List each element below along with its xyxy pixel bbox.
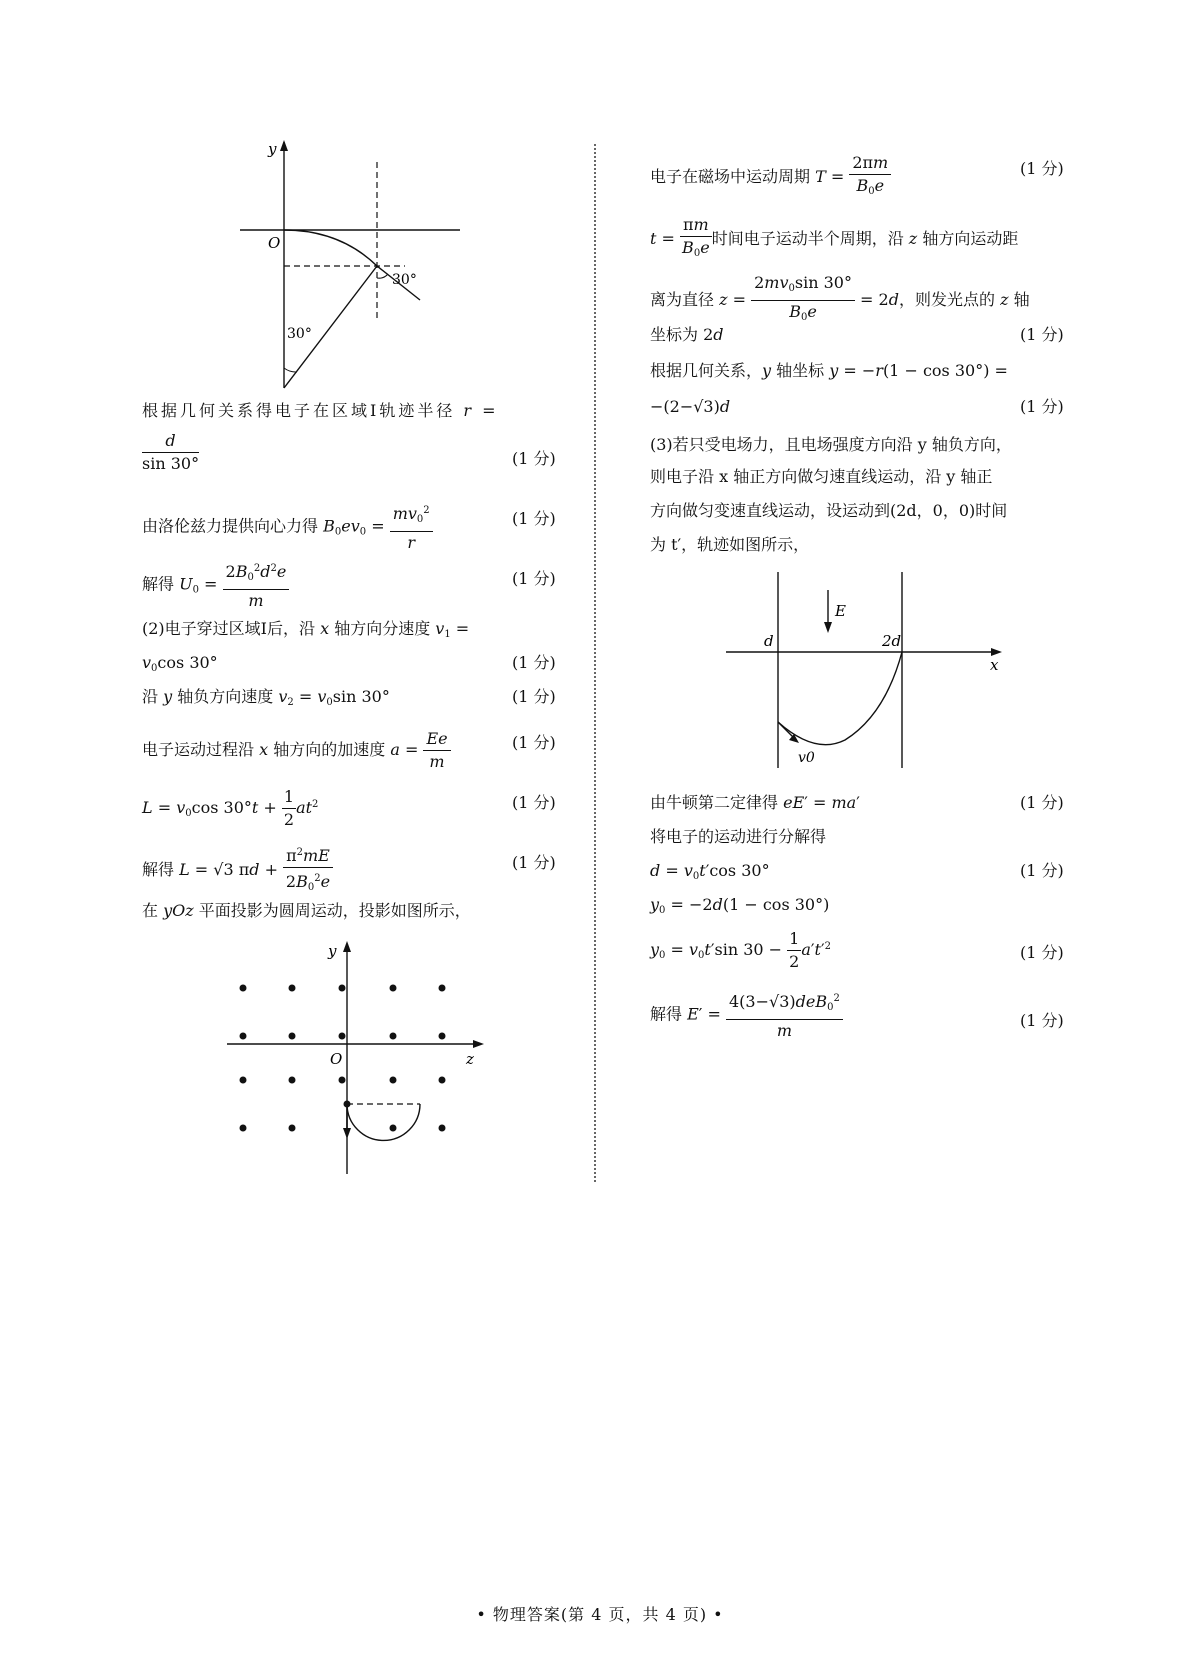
fig2-z-label: z [466, 1050, 474, 1068]
left-line-1: 根据几何关系得电子在区域Ⅰ轨迹半径 r = [142, 401, 499, 420]
fig1-angle-right: 30° [392, 272, 417, 288]
right-score-11: (1 分) [1020, 793, 1064, 812]
right-score-6: (1 分) [1020, 397, 1064, 416]
left-line-8: 电子运动过程沿 x 轴方向的加速度 a = $\frac{Ee}{m}$ [142, 728, 451, 773]
fig3-x-label: x [990, 656, 999, 674]
right-score-4: (1 分) [1020, 325, 1064, 344]
left-score-8: (1 分) [512, 733, 556, 752]
left-score-3: (1 分) [512, 509, 556, 528]
magnetic-field-dots [240, 985, 446, 1132]
right-line-11: 由牛顿第二定律得 eE′ = ma′ [650, 793, 860, 812]
fig3-E-label: E [835, 602, 846, 620]
right-line-9: 方向做匀变速直线运动，设运动到(2d，0，0)时间 [650, 501, 1008, 520]
figure-electric-field-trajectory [720, 570, 1010, 784]
right-line-13: $d = v_0t'\cos$ 30° [650, 861, 770, 882]
right-line-15: $y_0 = v_0t'\sin$ 30 − $\frac{1}{2}$ $a't'^2$ [650, 929, 831, 971]
left-line-7: 沿 y 轴负方向速度 $v_2 = v_0\sin$ 30° [142, 687, 390, 708]
left-line-3: 由洛伦兹力提供向心力得 $B_0ev_0$ = $\frac{mv_0^2}{r}$ [142, 500, 433, 554]
left-line-10: 解得 L = √3 πd + $\frac{\pi^2mE}{2B_0^2e}$ [142, 842, 333, 899]
left-line-2: $\frac{d}{\sin 30^\circ}$ [142, 431, 200, 473]
right-line-1: 电子在磁场中运动周期 T = $\frac{2\pi m}{B_0e}$ [650, 152, 891, 203]
fig2-y-label: y [328, 942, 337, 960]
right-line-6: −(2−√3)d [650, 397, 731, 416]
right-line-16: 解得 E′ = 4(3−√3)deB$_0^2$ m [650, 988, 843, 1042]
right-line-4: 坐标为 2d [650, 325, 724, 344]
right-line-3: 离为直径 z = $\frac{2mv_0\sin 30^\circ}{B_0e}$ = 2d，则发光点的 z 轴 [650, 273, 1030, 323]
left-score-10: (1 分) [512, 853, 556, 872]
left-line-4: 解得 $U_0$ = $\frac{2B_0^2d^2e}{m}$ [142, 558, 289, 612]
fig1-origin-label: O [268, 234, 281, 252]
right-score-1: (1 分) [1020, 159, 1064, 178]
right-score-15: (1 分) [1020, 943, 1064, 962]
right-score-16: (1 分) [1020, 1011, 1064, 1030]
fig2-origin-label: O [330, 1050, 343, 1068]
right-line-2: t = $\frac{\pi m}{B_0e}$ 时间电子运动半个周期，沿 z 轴方向运动距 [650, 215, 1019, 259]
right-line-14: $y_0 = -2d(1 - \cos 30^\circ)$ [650, 895, 830, 916]
left-line-5: (2)电子穿过区域Ⅰ后，沿 x 轴方向分速度 $v_1$ = [142, 619, 470, 640]
right-line-8: 则电子沿 x 轴正方向做匀速直线运动，沿 y 轴正 [650, 467, 993, 486]
left-score-9: (1 分) [512, 793, 556, 812]
left-score-7: (1 分) [512, 687, 556, 706]
right-line-5: 根据几何关系，y 轴坐标 y = −r(1 − cos 30°) = [650, 361, 1008, 380]
figure-trajectory-region-1 [240, 138, 470, 397]
right-score-13: (1 分) [1020, 861, 1064, 880]
right-line-7: (3)若只受电场力，且电场强度方向沿 y 轴负方向， [650, 435, 1012, 454]
left-line-11: 在 yOz 平面投影为圆周运动，投影如图所示， [142, 901, 471, 920]
fig3-2d-label: 2d [882, 632, 902, 650]
column-divider [594, 144, 596, 1182]
fig1-angle-bottom: 30° [287, 326, 312, 342]
right-line-12: 将电子的运动进行分解得 [650, 827, 827, 846]
right-line-10: 为 t′，轨迹如图所示， [650, 535, 810, 554]
fig1-y-label: y [268, 140, 277, 158]
left-score-6: (1 分) [512, 653, 556, 672]
left-score-4: (1 分) [512, 569, 556, 588]
left-line-6: $v_0\cos$ 30° [142, 653, 218, 674]
left-line-9: $L = v_0\cos$ 30°t + $\frac{1}{2}$ $at^2$ [142, 787, 319, 829]
left-score-2: (1 分) [512, 449, 556, 468]
fig3-v0-label: v0 [798, 750, 815, 766]
figure-yoz-projection [222, 938, 487, 1182]
page-footer: • 物理答案(第 4 页，共 4 页) • [476, 1605, 724, 1624]
fig3-d-label: d [764, 632, 774, 650]
